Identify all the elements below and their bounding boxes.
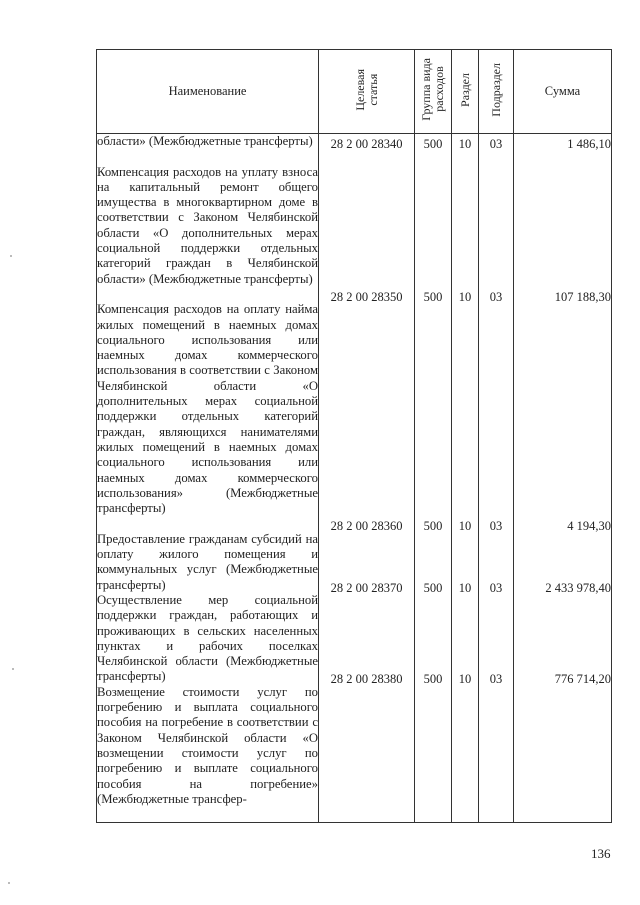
sections-cell xyxy=(452,134,479,823)
page-number: 136 xyxy=(591,846,611,861)
table-body-row xyxy=(97,134,612,823)
row-1-group: 500 xyxy=(423,289,443,304)
row-1-sum: 107 188,30 xyxy=(554,289,611,304)
row-3-group: 500 xyxy=(423,580,443,595)
header-expense-group xyxy=(415,50,452,134)
row-4-name: Осуществление мер социальной поддержки граждан, работающих и проживающих в сельских населенных пунктах и рабочих поселках Челябинской области (Межбюджетные трансферты) xyxy=(97,592,318,684)
row-0-subsection: 03 xyxy=(489,137,503,151)
row-4-sum: 776 714,20 xyxy=(554,672,611,687)
row-3-subsection: 03 xyxy=(489,580,503,595)
row-4-subsection: 03 xyxy=(489,672,503,687)
groups-cell xyxy=(415,134,452,823)
row-5-name: Возмещение стоимости услуг по погребению и выплата социального пособия на погребение в соответствии с Законом Челябинской области «О возмещении стоимости услуг по погребению и выплате социального пособия на погребение» (Межбюджетные трансфер- xyxy=(97,684,318,806)
scan-speck xyxy=(12,668,14,670)
row-3-code: 28 2 00 28370 xyxy=(330,580,403,595)
table-header-row xyxy=(97,50,612,134)
header-section xyxy=(452,50,479,134)
header-section-label: Раздел xyxy=(457,72,472,107)
row-3-section: 10 xyxy=(458,580,472,595)
header-sum: Сумма xyxy=(514,50,612,134)
row-1-section: 10 xyxy=(458,289,472,304)
row-1-code: 28 2 00 28350 xyxy=(330,289,403,304)
header-group-label: Группа вида расходов xyxy=(419,58,446,121)
row-2-subsection: 03 xyxy=(489,519,503,534)
row-1-subsection: 03 xyxy=(489,289,503,304)
budget-table xyxy=(96,49,612,823)
row-0-section: 10 xyxy=(458,137,472,151)
scan-speck xyxy=(10,255,12,257)
row-4-group: 500 xyxy=(423,672,443,687)
row-0-code: 28 2 00 28340 xyxy=(330,137,403,151)
sums-cell xyxy=(514,134,612,823)
row-2-sum: 4 194,30 xyxy=(567,519,611,534)
header-target-article xyxy=(319,50,415,134)
row-4-code: 28 2 00 28380 xyxy=(330,672,403,687)
row-2-group: 500 xyxy=(423,519,443,534)
header-subsection xyxy=(479,50,514,134)
scan-speck xyxy=(8,882,10,884)
header-code-label: Целевая статья xyxy=(352,68,380,111)
row-2-code: 28 2 00 28360 xyxy=(330,519,403,534)
row-0-name: области» (Межбюджетные трансферты) xyxy=(97,134,313,148)
subsections-cell xyxy=(479,134,514,823)
names-cell xyxy=(97,134,319,823)
header-name: Наименование xyxy=(97,50,319,134)
header-subsection-label: Подраздел xyxy=(488,62,503,117)
codes-cell xyxy=(319,134,415,823)
row-2-section: 10 xyxy=(458,519,472,534)
row-0-group: 500 xyxy=(423,137,443,151)
row-4-section: 10 xyxy=(458,672,472,687)
row-3-sum: 2 433 978,40 xyxy=(545,580,611,595)
row-3-name: Предоставление гражданам субсидий на оплату жилого помещения и коммунальных услуг (Межбюджетные трансферты) xyxy=(97,531,318,592)
row-1-name: Компенсация расходов на уплату взноса на капитальный ремонт общего имущества в многоквартирном доме в соответствии с Законом Челябинской области «О дополнительных мерах социальной поддержки отдельных категорий граждан в Челябинской области» (Межбюджетные трансферты) xyxy=(97,164,318,286)
row-0-sum: 1 486,10 xyxy=(567,137,611,151)
row-2-name: Компенсация расходов на оплату найма жилых помещений в наемных домах социального использования или наемных домах коммерческого использования в соответствии с Законом Челябинской области «О дополнительных мерах социальной поддержки отдельных категорий граждан, являющихся нанимателями жилых помещений в наемных домах социального использования или наемных домах коммерческого использования» (Межбюджетные трансферты) xyxy=(97,302,318,516)
